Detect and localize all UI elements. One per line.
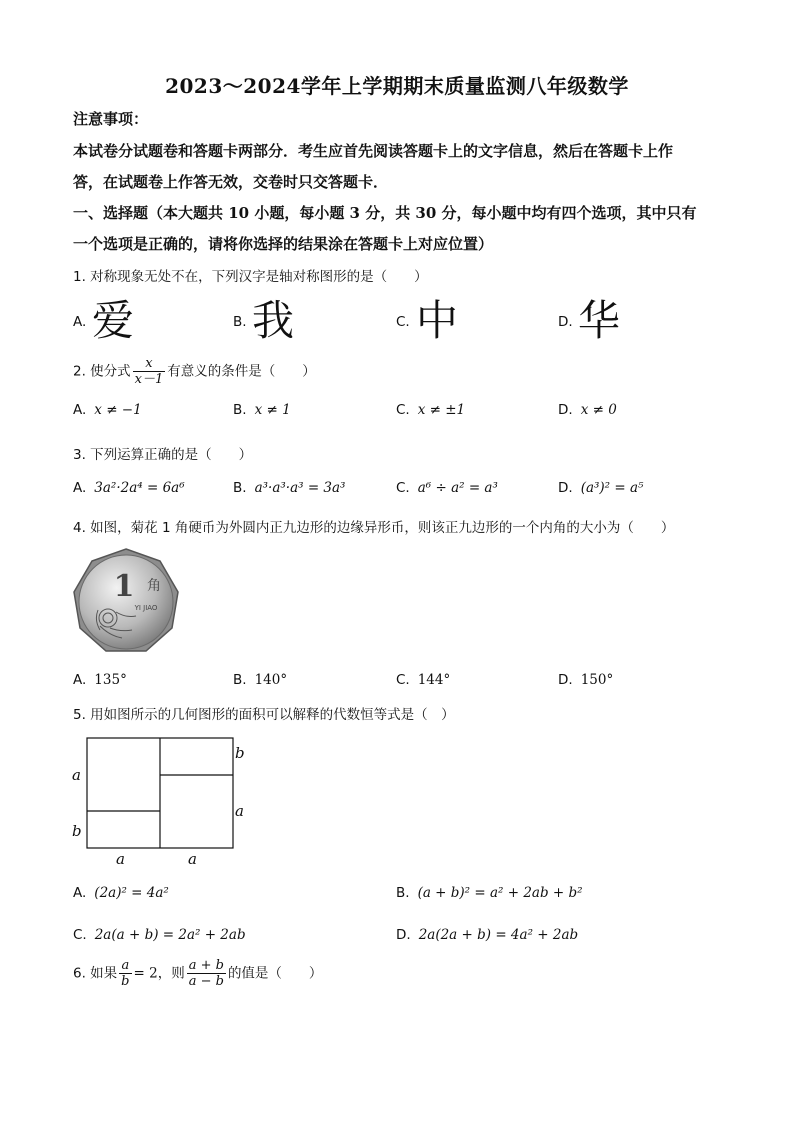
option-label: A. [73, 480, 87, 496]
notice-line-1: 本试卷分试题卷和答题卡两部分．考生应首先阅读答题卡上的文字信息，然后在答题卡上作 [73, 142, 674, 160]
q6-suffix: 的值是（ ） [227, 965, 323, 982]
q1-option-c [396, 314, 418, 330]
option-label: B. [233, 480, 247, 496]
option-label: C. [396, 314, 410, 330]
option-value: x ≠ 0 [580, 402, 617, 418]
q4-option-c [396, 672, 450, 688]
option-value: a⁶ ÷ a² = a³ [417, 480, 498, 496]
option-label: C. [73, 927, 87, 943]
option-value: (2a)² = 4a² [94, 885, 169, 901]
question-3-text: 3. 下列运算正确的是（ ） [73, 447, 253, 463]
q1-option-b-char: 我 [252, 296, 295, 345]
q6-fraction-1 [119, 958, 131, 989]
option-value: x ≠ 1 [254, 402, 291, 418]
option-value: a³·a³·a³ = 3a³ [254, 480, 346, 496]
q6-fraction-2-denominator: a − b [188, 974, 224, 989]
option-label: D. [558, 480, 573, 496]
option-label: A. [73, 402, 87, 418]
q6-fraction-2-numerator: a + b [188, 958, 224, 973]
option-label: D. [558, 314, 573, 330]
option-value: (a³)² = a⁵ [580, 480, 644, 496]
option-label: D. [558, 672, 573, 688]
label-right-top: b [235, 744, 245, 762]
q2-fraction-denominator: x－1 [134, 372, 164, 387]
option-label: C. [396, 672, 410, 688]
q2-suffix: 有意义的条件是（ ） [167, 363, 316, 380]
question-6 [73, 958, 322, 989]
q5-option-d [396, 927, 578, 943]
q6-mid: = 2，则 [133, 965, 185, 982]
option-value: x ≠ ±1 [417, 402, 466, 418]
q1-option-d-char: 华 [578, 296, 621, 345]
option-label: B. [233, 402, 247, 418]
coin-image [70, 546, 182, 658]
q1-option-c-char: 中 [416, 296, 459, 345]
q3-option-d [558, 480, 643, 496]
option-label: C. [396, 402, 410, 418]
q6-prefix: 6. 如果 [73, 965, 118, 982]
q5-option-b [396, 885, 583, 901]
coin-char: 角 [147, 578, 161, 594]
q3-option-b [233, 480, 345, 496]
label-left-bottom: b [72, 822, 82, 840]
option-value: 140° [254, 672, 288, 688]
option-value: x ≠ −1 [94, 402, 142, 418]
q5-option-c [73, 927, 246, 943]
label-bottom-left: a [116, 850, 125, 868]
option-value: 2a(a + b) = 2a² + 2ab [94, 927, 246, 943]
notice-line-2: 答，在试题卷上作答无效，交卷时只交答题卡． [73, 173, 389, 191]
section-1-line-1: 一、选择题（本大题共 10 小题，每小题 3 分，共 30 分，每小题中均有四个选项，其中只有 [73, 204, 697, 222]
q4-option-b [233, 672, 287, 688]
option-label: B. [233, 314, 247, 330]
q2-option-b [233, 402, 291, 418]
option-label: B. [396, 885, 410, 901]
option-value: 3a²·2a⁴ = 6a⁶ [94, 480, 185, 496]
q2-prefix: 2. 使分式 [73, 363, 131, 380]
option-value: (a + b)² = a² + 2ab + b² [417, 885, 583, 901]
coin-digit: 1 [113, 569, 135, 604]
option-value: 144° [417, 672, 451, 688]
q2-option-c [396, 402, 465, 418]
q2-fraction-numerator: x [133, 356, 166, 372]
section-1-line-2: 一个选项是正确的，请将你选择的结果涂在答题卡上对应位置） [73, 235, 494, 253]
page-title: 2023～2024学年上学期期末质量监测八年级数学 [165, 74, 629, 98]
q2-option-a [73, 402, 142, 418]
q1-option-a-char: 爱 [92, 296, 135, 345]
option-value: 150° [580, 672, 614, 688]
q6-fraction-1-numerator: a [119, 958, 131, 974]
q5-option-a [73, 885, 169, 901]
coin-text: YI JIAO [134, 604, 158, 612]
q4-option-a [73, 672, 127, 688]
q3-option-a [73, 480, 185, 496]
option-label: B. [233, 672, 247, 688]
option-label: D. [558, 402, 573, 418]
notice-heading: 注意事项： [73, 110, 149, 128]
option-value: 135° [94, 672, 127, 688]
q6-fraction-2 [187, 958, 226, 989]
option-label: A. [73, 672, 87, 688]
q6-fraction-1-denominator: b [121, 974, 130, 989]
option-label: A. [73, 885, 87, 901]
q4-option-d [558, 672, 613, 688]
option-value: 2a(2a + b) = 4a² + 2ab [418, 927, 579, 943]
option-label: A. [73, 314, 87, 330]
label-bottom-right: a [188, 850, 197, 868]
question-4-text: 4. 如图，菊花 1 角硬币为外圆内正九边形的边缘异形币，则该正九边形的一个内角的大小为（ ） [73, 520, 675, 536]
q3-option-c [396, 480, 498, 496]
option-label: D. [396, 927, 411, 943]
label-right-mid: a [235, 802, 244, 820]
question-1-text: 1. 对称现象无处不在，下列汉字是轴对称图形的是（ ） [73, 269, 428, 285]
option-label: C. [396, 480, 410, 496]
label-left-top: a [72, 766, 81, 784]
area-figure [66, 730, 256, 870]
question-2 [73, 356, 316, 387]
question-5-text: 5. 用如图所示的几何图形的面积可以解释的代数恒等式是（ ） [73, 707, 455, 723]
q2-option-d [558, 402, 617, 418]
q2-fraction [133, 356, 166, 387]
